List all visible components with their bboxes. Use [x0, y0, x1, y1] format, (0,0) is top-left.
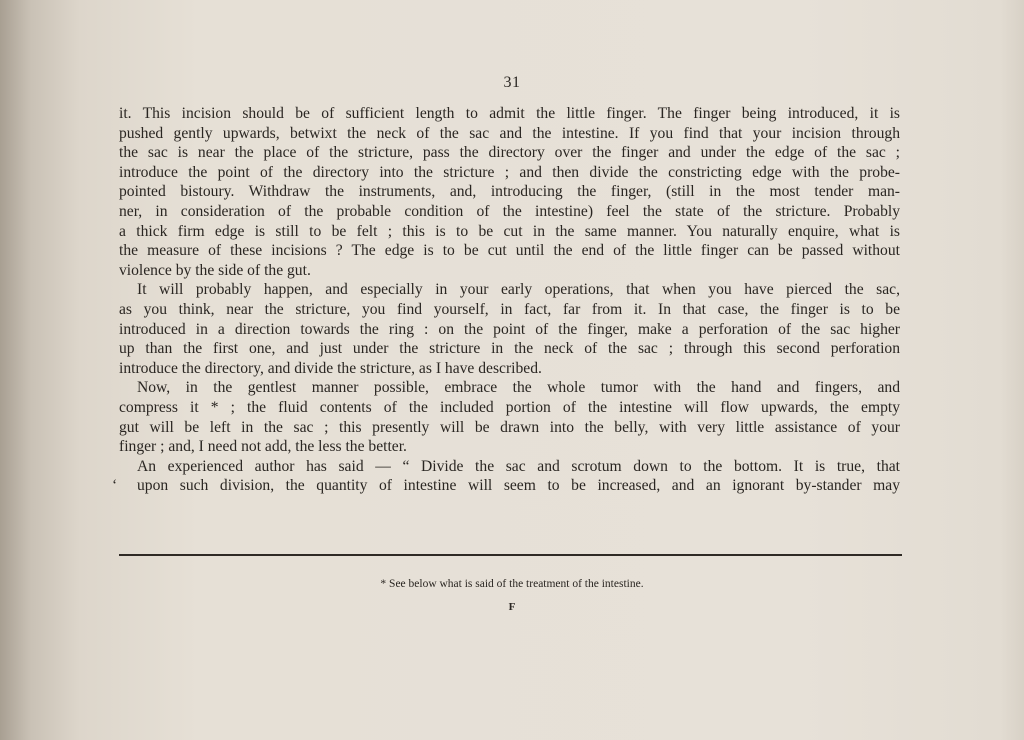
text-line-4: introduce the point of the directory into the stricture ; and then divide the constricting edge with the probe-: [119, 163, 900, 181]
text-line-14: introduce the directory, and divide the stricture, as I have described.: [119, 359, 542, 377]
footnote: * See below what is said of the treatment of the intestine.: [380, 578, 644, 590]
signature-mark: F: [508, 601, 516, 613]
text-line-1: it. This incision should be of sufficient length to admit the little finger. The finger being introduced, it is: [119, 105, 900, 122]
text-line-18: finger ; and, I need not add, the less the better.: [119, 438, 407, 456]
text-line-11: as you think, near the stricture, you find yourself, in fact, far from it. In that case, the finger is to be: [119, 300, 900, 318]
body-text: [112, 104, 900, 496]
text-line-17: gut will be left in the sac ; this presently will be drawn into the belly, with very little assistance of your: [119, 418, 900, 436]
quote-mark: ‘: [112, 477, 118, 495]
page-number: 31: [503, 74, 521, 91]
text-line-3: the sac is near the place of the stricture, pass the directory over the finger and under the edge of the sac ;: [119, 144, 900, 162]
text-line-10: It will probably happen, and especially in your early operations, that when you have pierced the sac,: [137, 281, 900, 299]
text-line-15: Now, in the gentlest manner possible, embrace the whole tumor with the hand and fingers, and: [137, 379, 900, 397]
text-line-19: An experienced author has said — “ Divide the sac and scrotum down to the bottom. It is true, that: [137, 457, 900, 475]
text-line-12: introduced in a direction towards the ring : on the point of the finger, make a perforation of the sac higher: [119, 320, 900, 338]
text-line-13: up than the first one, and just under the stricture in the neck of the sac ; through this second perforation: [119, 340, 900, 358]
text-line-8: the measure of these incisions ? The edge is to be cut until the end of the little finger can be passed without: [119, 242, 900, 260]
text-line-16: compress it * ; the fluid contents of the included portion of the intestine will flow upwards, the empty: [119, 398, 900, 416]
text-line-9: violence by the side of the gut.: [119, 261, 311, 279]
footnote-rule: [119, 554, 902, 556]
text-line-5: pointed bistoury. Withdraw the instruments, and, introducing the finger, (still in the most tender man-: [119, 183, 900, 201]
text-line-20: upon such division, the quantity of intestine will seem to be increased, and an ignorant by-stander may: [137, 477, 900, 495]
text-line-20-wrapper: [112, 476, 900, 496]
text-line-2: pushed gently upwards, betwixt the neck of the sac and the intestine. If you find that your incision through: [119, 124, 900, 142]
text-line-6: ner, in consideration of the probable condition of the intestine) feel the state of the stricture. Probably: [119, 202, 900, 220]
text-line-7: a thick firm edge is still to be felt ; this is to be cut in the same manner. You naturally enquire, what is: [119, 222, 900, 240]
